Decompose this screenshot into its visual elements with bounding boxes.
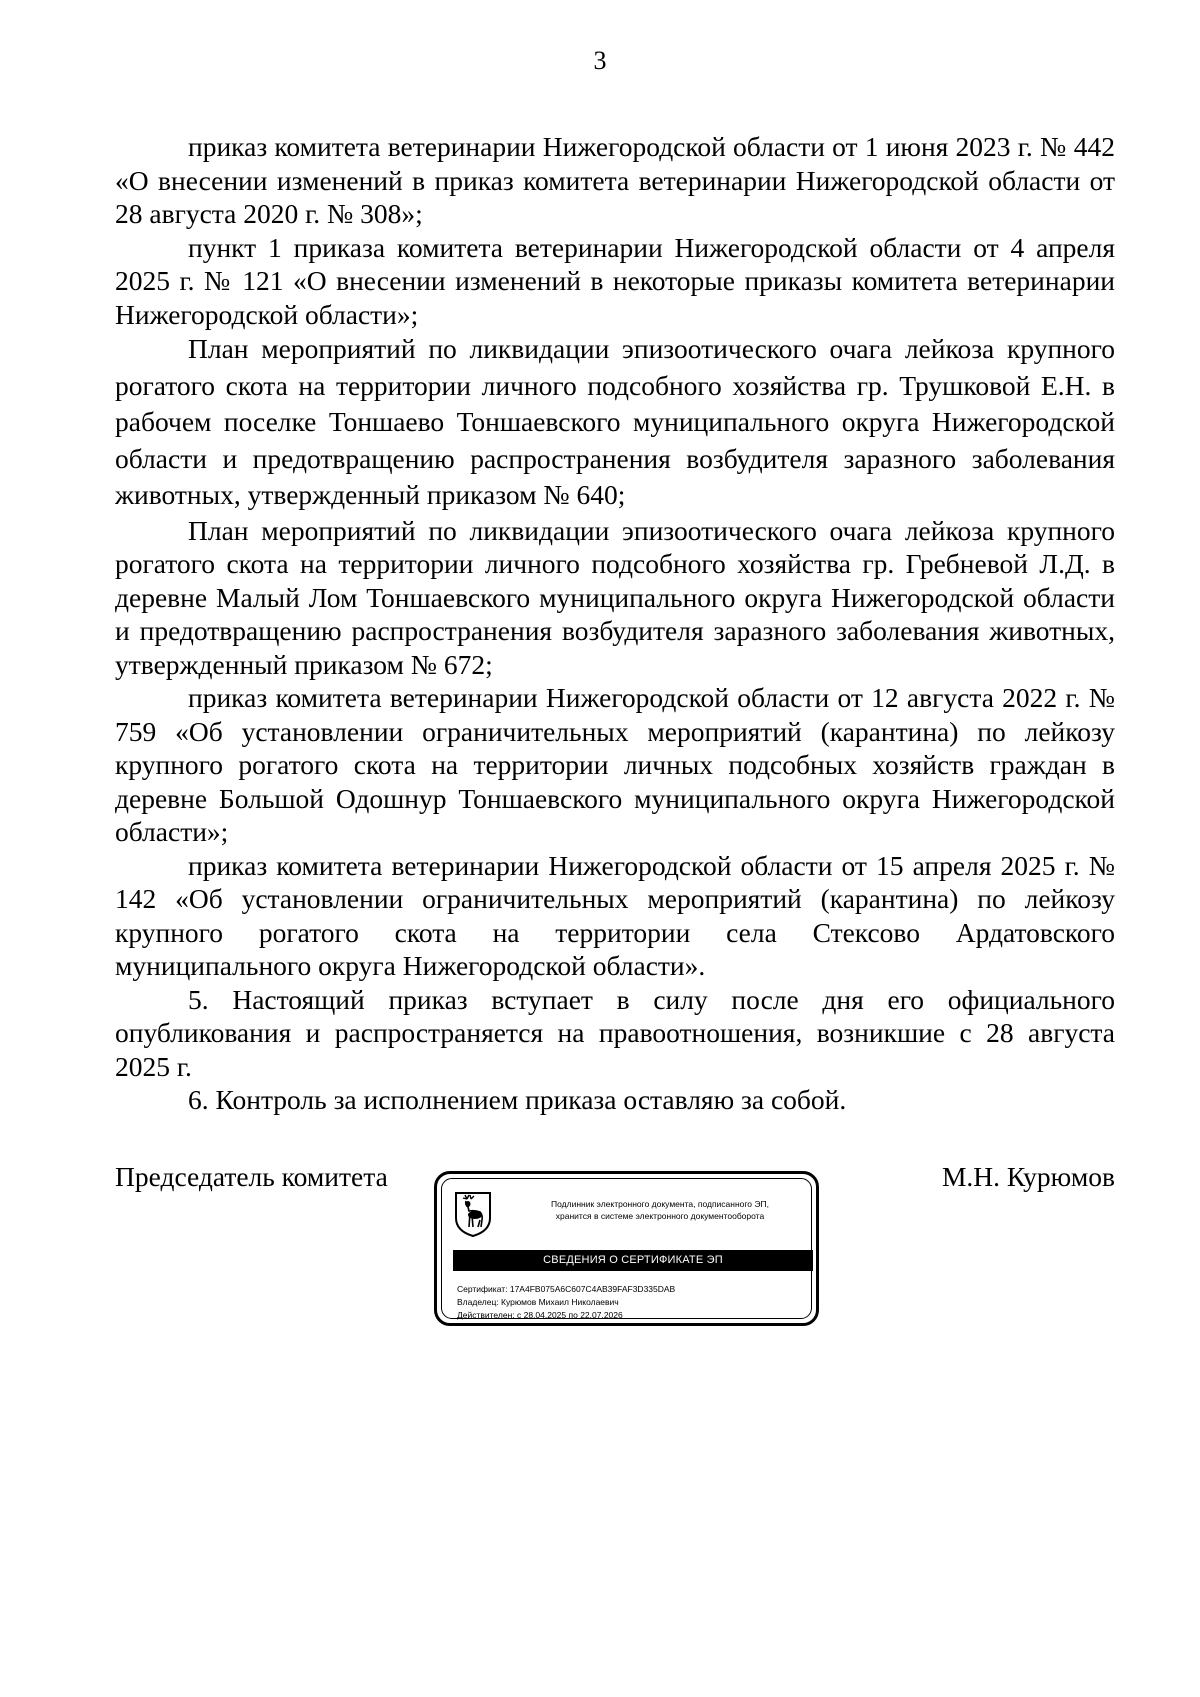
deer-emblem-icon [453,1191,493,1237]
paragraph-plan-672: План мероприятий по ликвидации эпизоотического очага лейкоза крупного рогатого скота на территории личного подсобного хозяйства гр. Гребневой Л.Д. в деревне Малый Лом Тоншаевского муниципального округа Нижегородской области и предотвращению распространения возбудителя заразного заболевания животных, утвержденный приказом № 672; [115,514,1115,680]
certificate-validity: Действителен: с 28.04.2025 по 22.07.2026 [457,1310,623,1320]
stamp-inner-frame [441,1178,812,1319]
paragraph-order-121: пункт 1 приказа комитета ветеринарии Нижегородской области от 4 апреля 2025 г. № 121 «О внесении изменений в некоторые приказы комитета ветеринарии Нижегородской области»; [115,231,1115,330]
document-body [115,130,1115,1117]
paragraph-clause-6: 6. Контроль за исполнением приказа оставляю за собой. [188,1084,847,1115]
signatory-title: Председатель комитета [115,1161,388,1192]
paragraph-order-442: приказ комитета ветеринарии Нижегородской области от 1 июня 2023 г. № 442 «О внесении изменений в приказ комитета ветеринарии Нижегородской области от 28 августа 2020 г. № 308»; [115,131,1115,229]
stamp-notice-line-2: хранится в системе электронного документооборота [555,1211,765,1221]
paragraph-order-759: приказ комитета ветеринарии Нижегородской области от 12 августа 2022 г. № 759 «Об установлении ограничительных мероприятий (карантина) по лейкозу крупного рогатого скота на территории личных подсобных хозяйств граждан в деревне Большой Одошнур Тоншаевского муниципального округа Нижегородской области»; [115,682,1115,847]
certificate-details [457,1283,675,1322]
certificate-number: Сертификат: 17A4FB075A6C607C4AB39FAF3D335DAB [457,1284,676,1294]
signatory-name: М.Н. Курюмов [941,1161,1115,1192]
paragraph-order-142: приказ комитета ветеринарии Нижегородской области от 15 апреля 2025 г. № 142 «Об установлении ограничительных мероприятий (карантина) по лейкозу крупного рогатого скота на территории села Стексово Ардатовского муниципального округа Нижегородской области». [115,849,1115,981]
certificate-info-header: СВЕДЕНИЯ О СЕРТИФИКАТЕ ЭП [453,1250,813,1271]
stamp-notice-line-1: Подлинник электронного документа, подписанного ЭП, [551,1199,769,1209]
page-number: 3 [593,46,607,75]
paragraph-plan-640: План мероприятий по ликвидации эпизоотического очага лейкоза крупного рогатого скота на территории личного подсобного хозяйства гр. Трушковой Е.Н. в рабочем поселке Тоншаево Тоншаевского муниципального округа Нижегородской области и предотвращению распространения возбудителя заразного заболевания животных, утвержденный приказом № 640; [115,333,1115,510]
stamp-notice [500,1198,820,1222]
certificate-owner: Владелец: Курюмов Михаил Николаевич [457,1297,619,1307]
electronic-signature-stamp [434,1171,819,1326]
paragraph-clause-5: 5. Настоящий приказ вступает в силу после дня его официального опубликования и распространяется на правоотношения, возникшие с 28 августа 2025 г. [115,983,1115,1082]
